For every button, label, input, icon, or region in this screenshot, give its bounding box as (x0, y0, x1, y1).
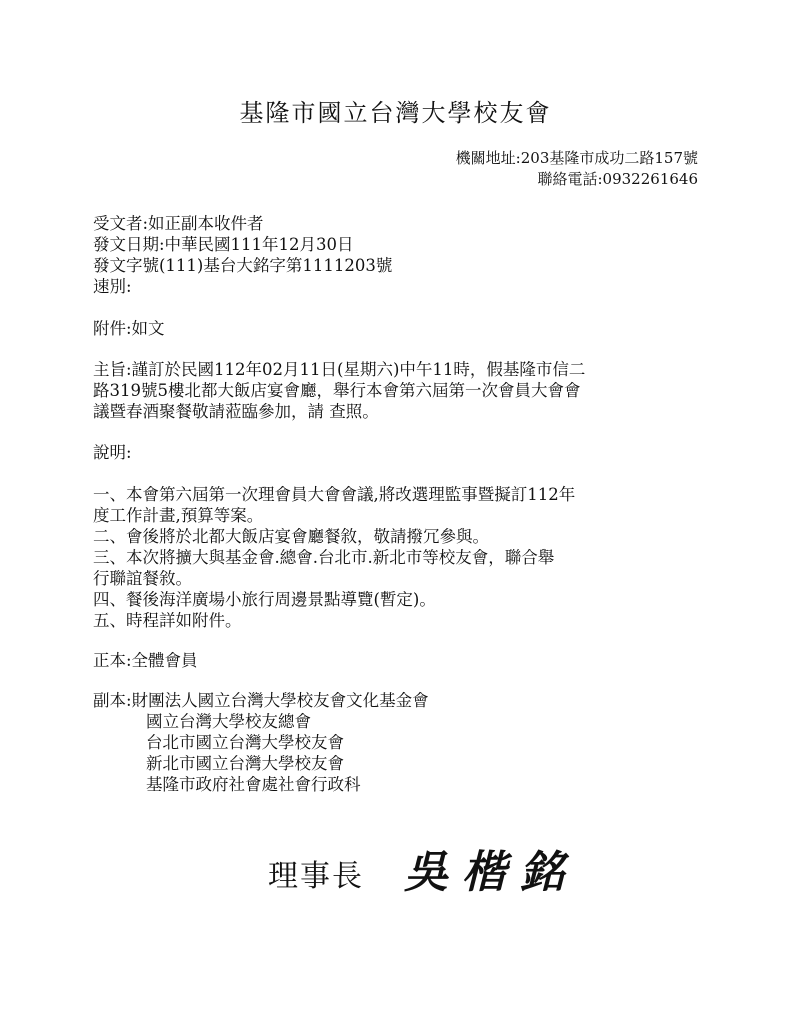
copy-recipient: 台北市國立台灣大學校友會 (146, 733, 344, 752)
subject-line: 路319號5樓北都大飯店宴會廳，舉行本會第六屆第一次會員大會會 (93, 381, 581, 400)
explanation-line: 五、時程詳如附件。 (93, 611, 242, 630)
issue-date-line: 發文日期:中華民國111年12月30日 (93, 235, 354, 254)
subject-section (93, 359, 703, 422)
explanation-line: 度工作計畫,預算等案。 (93, 506, 264, 525)
explanation-line: 二、會後將於北都大飯店宴會廳餐敘，敬請撥冗參與。 (93, 527, 489, 546)
recipient-line: 受文者:如正副本收件者 (93, 214, 264, 233)
explanation-section (93, 484, 703, 631)
address-line: 機關地址:203基隆市成功二路157號 (455, 149, 698, 167)
copies-label: 副本: (93, 691, 132, 710)
explanation-label-section (93, 442, 703, 463)
chairman-signature: 吳楷銘 (404, 847, 578, 898)
copy-recipient: 國立台灣大學校友總會 (146, 712, 311, 731)
attachment-section (93, 318, 703, 339)
subject-line: 議暨春酒聚餐敬請蒞臨參加，請 查照。 (93, 402, 379, 421)
speed-line: 速別: (93, 277, 132, 296)
original-copy-section (93, 650, 703, 671)
explanation-line: 行聯誼餐敘。 (93, 569, 192, 588)
header-fields (93, 213, 703, 297)
copy-recipient: 新北市國立台灣大學校友會 (146, 754, 344, 773)
copy-recipient: 財團法人國立台灣大學校友會文化基金會 (131, 691, 429, 710)
document-title: 基隆市國立台灣大學校友會 (239, 99, 552, 127)
chairman-title: 理事長 (268, 859, 364, 894)
explanation-line: 一、本會第六屆第一次理會員大會會議,將改選理監事暨擬訂112年 (93, 485, 576, 504)
copy-recipient: 基隆市政府社會處社會行政科 (146, 775, 361, 794)
original-copy-line: 正本:全體會員 (93, 651, 198, 670)
copies-section (93, 690, 703, 795)
phone-line: 聯絡電話:0932261646 (537, 170, 698, 188)
organization-contact (456, 148, 698, 190)
explanation-line: 三、本次將擴大與基金會.總會.台北市.新北市等校友會，聯合舉 (93, 548, 555, 567)
subject-line: 主旨:謹訂於民國112年02月11日(星期六)中午11時，假基隆市信二 (93, 360, 586, 379)
issue-number-line: 發文字號(111)基台大銘字第1111203號 (93, 256, 393, 275)
attachment-line: 附件:如文 (93, 319, 165, 338)
explanation-line: 四、餐後海洋廣場小旅行周邊景點導覽(暫定)。 (93, 590, 436, 609)
explanation-label: 說明: (93, 443, 132, 462)
copies-first-line (93, 690, 703, 711)
